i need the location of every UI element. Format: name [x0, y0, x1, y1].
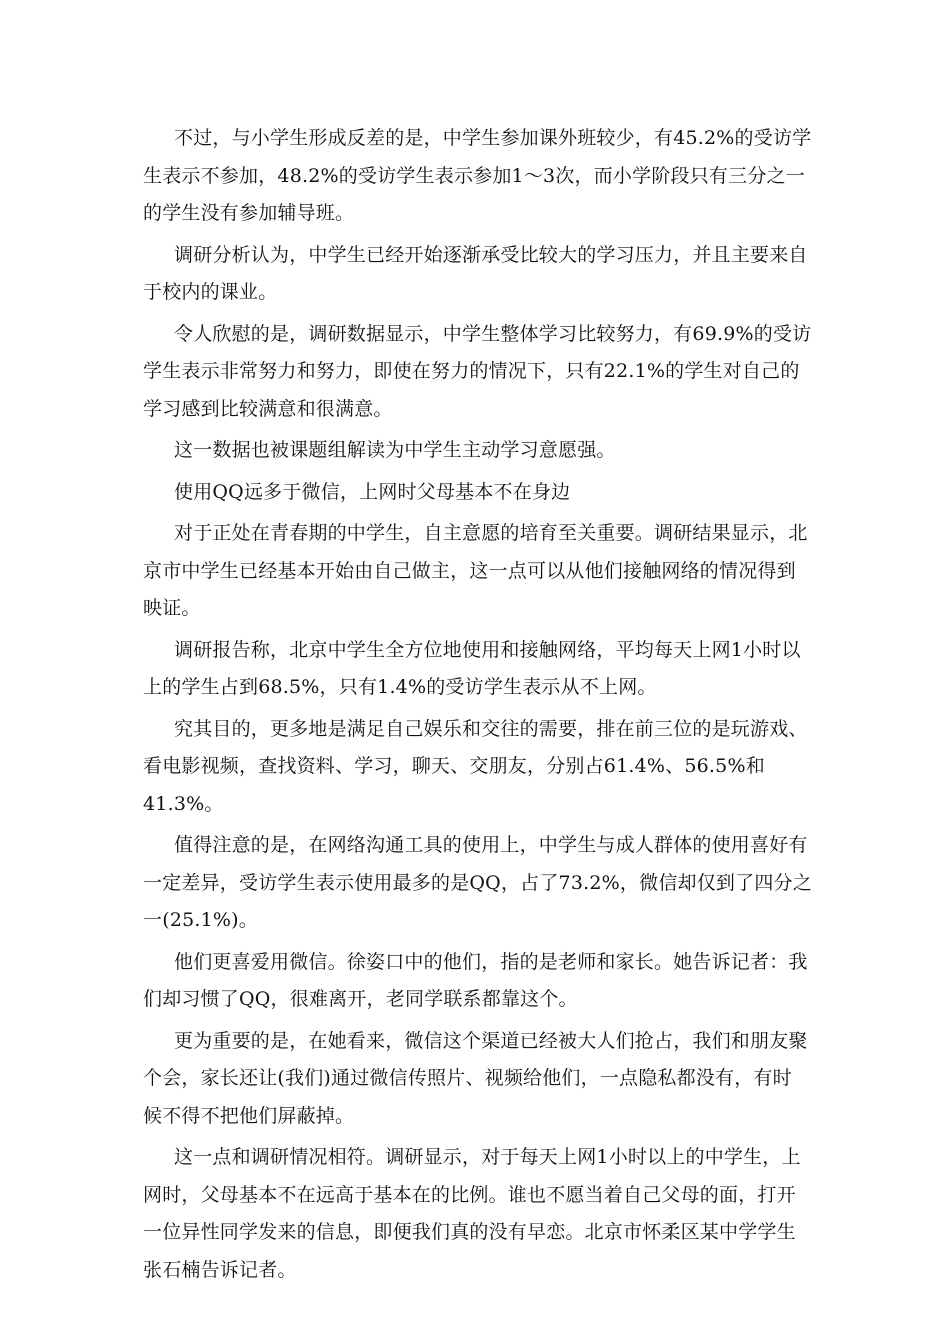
text-line: 他们更喜爱用微信。徐姿口中的他们，指的是老师和家长。她告诉记者：我 — [174, 950, 808, 973]
text-line: 调研报告称，北京中学生全方位地使用和接触网络，平均每天上网1小时以 — [174, 638, 801, 661]
text-line: 一(25.1%)。 — [143, 909, 258, 931]
paragraph-quote-xuzi — [143, 944, 808, 1019]
text-line: 映证。 — [143, 597, 201, 619]
text-line: 41.3%。 — [143, 792, 224, 815]
text-line: 学生表示非常努力和努力，即使在努力的情况下，只有22.1%的学生对自己的 — [143, 360, 800, 382]
text-line: 学习感到比较满意和很满意。 — [143, 397, 393, 420]
text-line: 生表示不参加，48.2%的受访学生表示参加1～3次，而小学阶段只有三分之一 — [143, 164, 805, 187]
paragraph-study-effort — [143, 316, 812, 429]
text-line: 值得注意的是，在网络沟通工具的使用上，中学生与成人群体的使用喜好有 — [174, 834, 808, 856]
paragraph-extracurricular — [143, 120, 812, 233]
text-line: 候不得不把他们屏蔽掉。 — [143, 1104, 355, 1127]
text-line: 这一点和调研情况相符。调研显示，对于每天上网1小时以上的中学生，上 — [174, 1146, 801, 1168]
text-line: 上的学生占到68.5%，只有1.4%的受访学生表示从不上网。 — [143, 676, 657, 698]
text-line: 究其目的，更多地是满足自己娱乐和交往的需要，排在前三位的是玩游戏、 — [174, 717, 808, 740]
text-line: 张石楠告诉记者。 — [143, 1258, 297, 1281]
text-line: 京市中学生已经基本开始由自己做主，这一点可以从他们接触网络的情况得到 — [143, 559, 796, 582]
text-line: 的学生没有参加辅导班。 — [143, 202, 355, 224]
section-heading — [143, 474, 808, 512]
text-line: 网时，父母基本不在远高于基本在的比例。谁也不愿当着自己父母的面，打开 — [143, 1183, 796, 1206]
text-line: 令人欣慰的是，调研数据显示，中学生整体学习比较努力，有69.9%的受访 — [174, 322, 812, 345]
text-line: 一位异性同学发来的信息，即便我们真的没有早恋。北京市怀柔区某中学学生 — [143, 1221, 796, 1243]
paragraph-online-purpose — [143, 711, 808, 824]
text-line: 调研分析认为，中学生已经开始逐渐承受比较大的学习压力，并且主要来自 — [174, 243, 808, 266]
text-line: 个会，家长还让(我们)通过微信传照片、视频给他们，一点隐私都没有，有时 — [143, 1067, 792, 1089]
text-line: 不过，与小学生形成反差的是，中学生参加课外班较少，有45.2%的受访学 — [174, 127, 812, 149]
paragraph-study-pressure — [143, 237, 808, 312]
text-line: 看电影视频，查找资料、学习，聊天、交朋友，分别占61.4%、56.5%和 — [143, 755, 765, 777]
paragraph-privacy — [143, 1023, 808, 1136]
paragraph-internet-usage — [143, 632, 808, 707]
paragraph-autonomy — [143, 515, 808, 628]
text-line: 一定差异，受访学生表示使用最多的是QQ，占了73.2%，微信却仅到了四分之 — [143, 871, 812, 894]
article-body — [143, 120, 812, 1293]
text-line: 这一数据也被课题组解读为中学生主动学习意愿强。 — [174, 439, 616, 461]
paragraph-parent-presence — [143, 1139, 808, 1289]
text-line: 更为重要的是，在她看来，微信这个渠道已经被大人们抢占，我们和朋友聚 — [174, 1029, 808, 1052]
paragraph-interpretation — [143, 432, 808, 470]
text-line: 使用QQ远多于微信，上网时父母基本不在身边 — [174, 480, 571, 503]
text-line: 于校内的课业。 — [143, 281, 278, 303]
paragraph-communication-tools — [143, 827, 812, 940]
text-line: 们却习惯了QQ，很难离开，老同学联系都靠这个。 — [143, 988, 578, 1010]
text-line: 对于正处在青春期的中学生，自主意愿的培育至关重要。调研结果显示，北 — [174, 522, 808, 544]
